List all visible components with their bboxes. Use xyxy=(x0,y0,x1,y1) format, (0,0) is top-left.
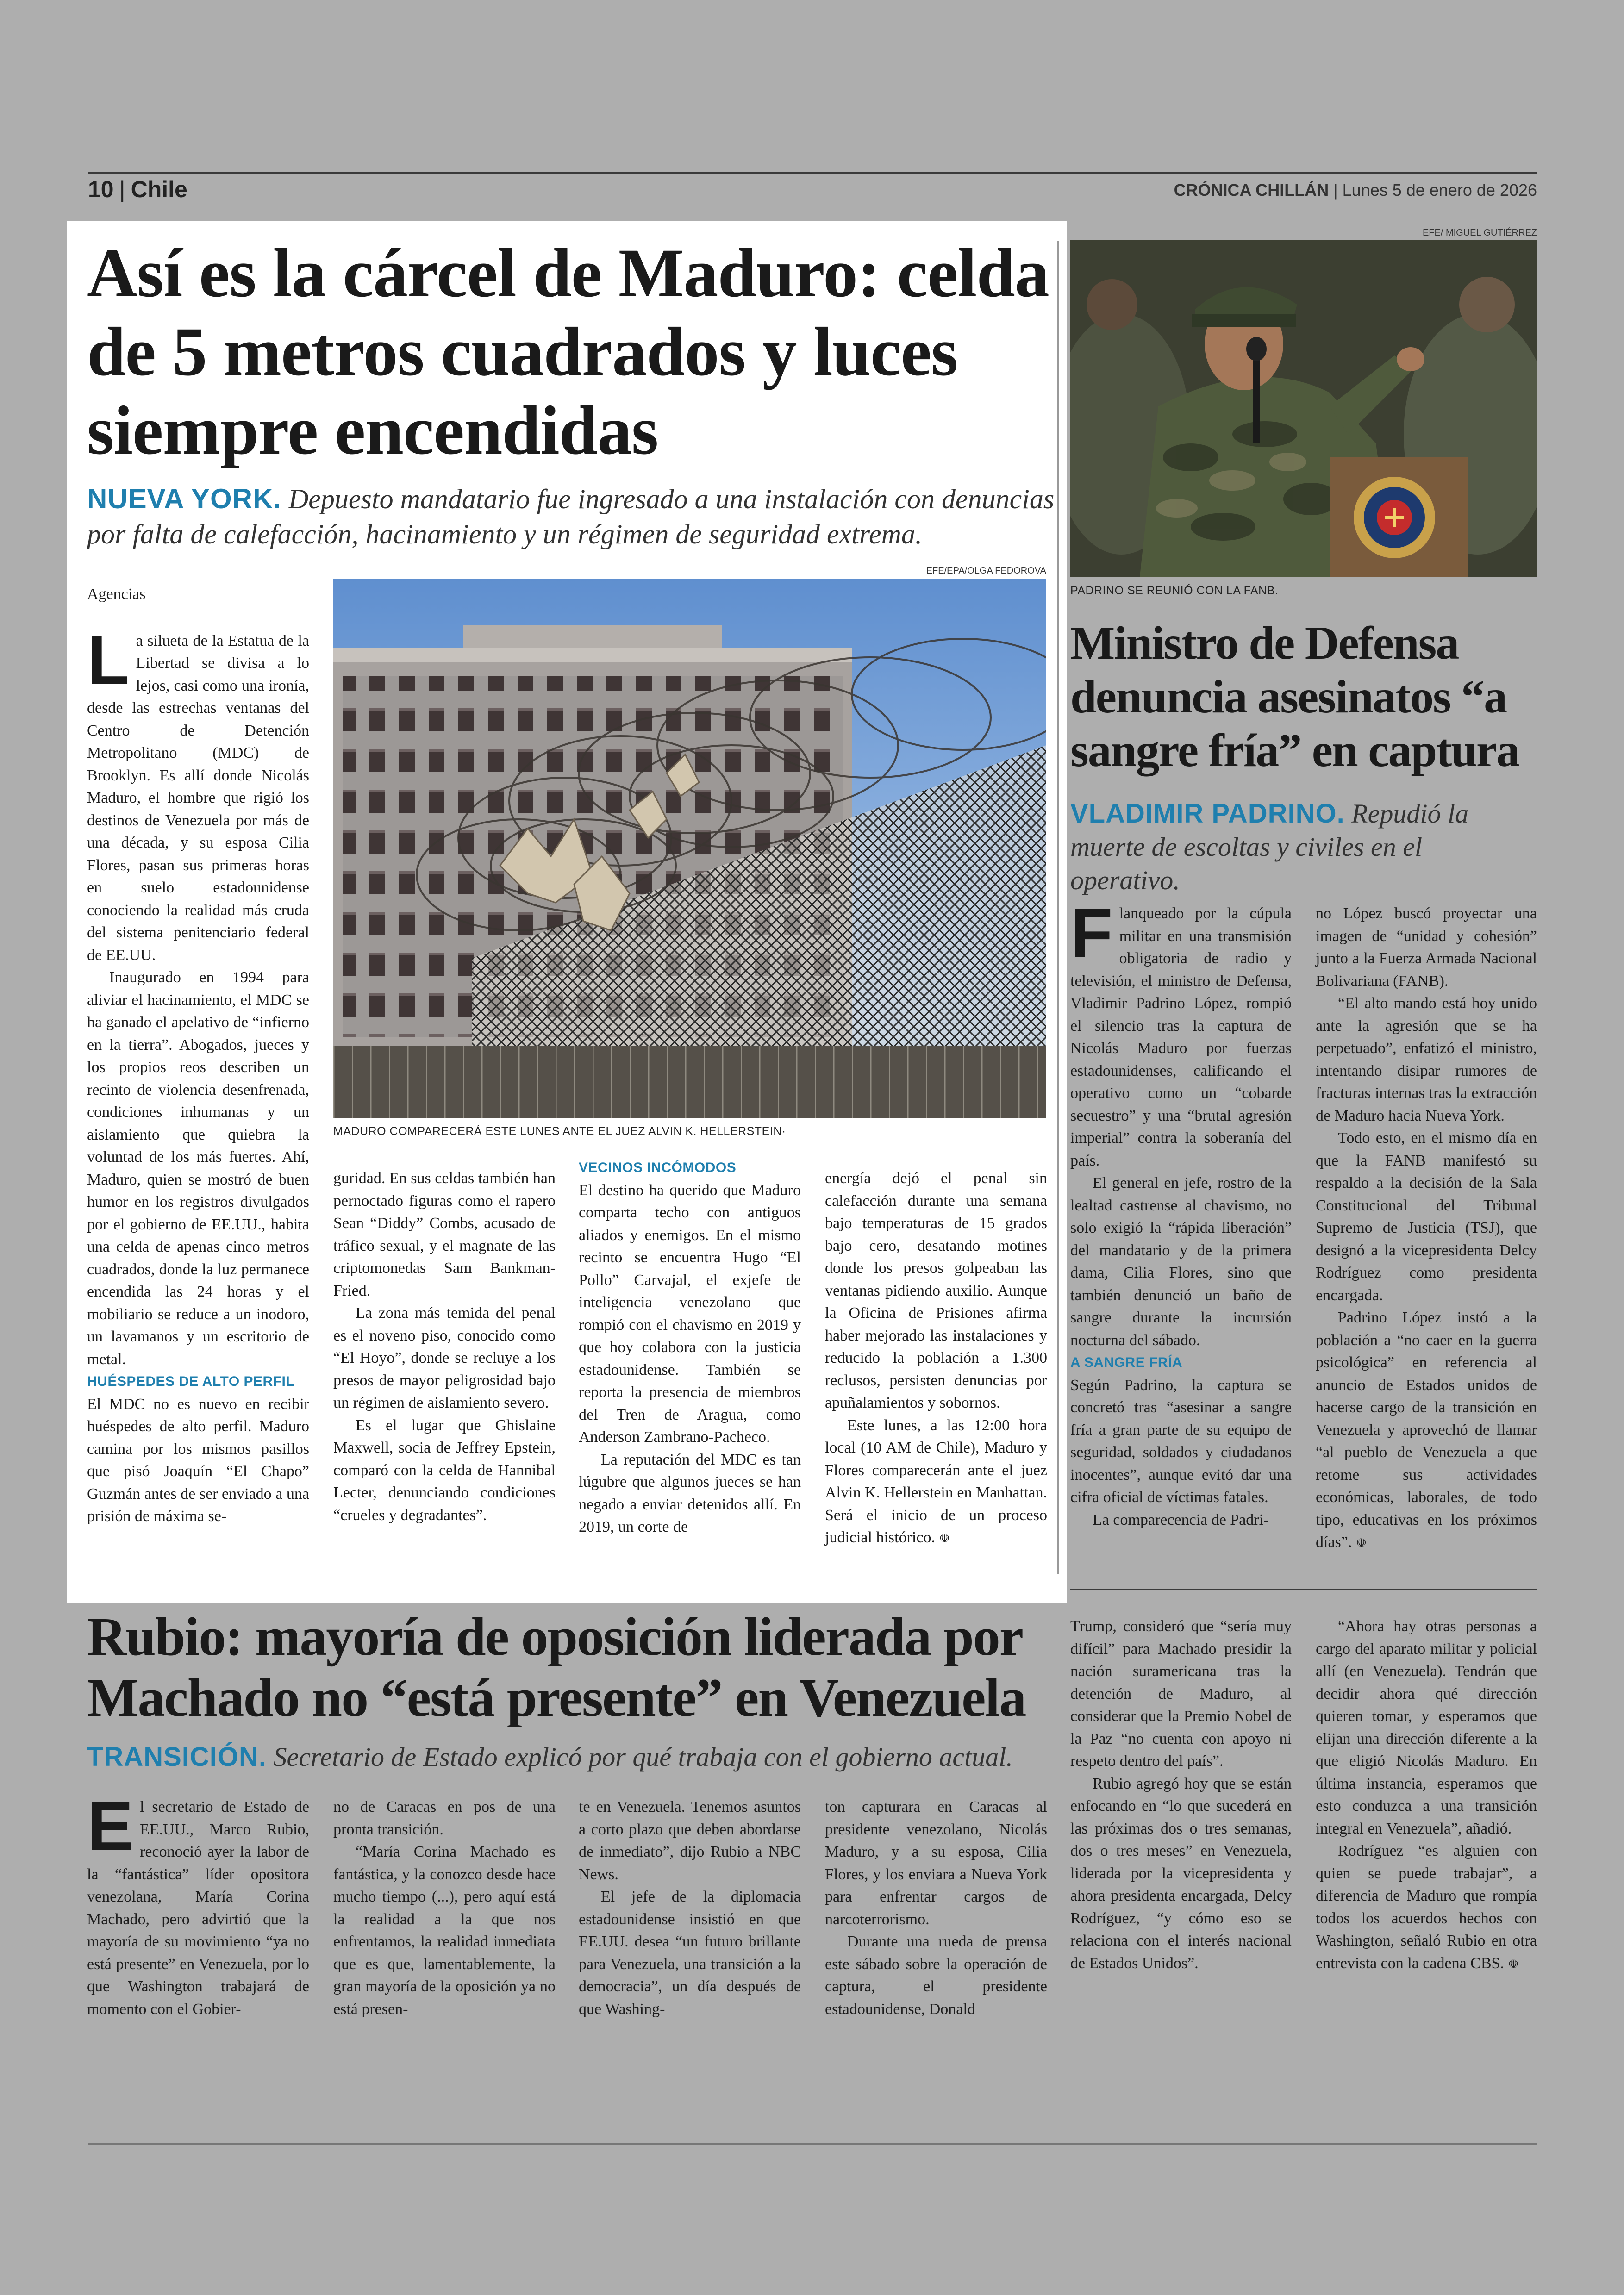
main-lead xyxy=(87,481,1055,552)
main-paragraph: Inaugurado en 1994 para aliviar el hacinamiento, el MDC se ha ganado el apelativo de “infierno en la tierra”. Abogados, jueces y los propios reos describen un recinto de violencia desenfrenada, condiciones inhumanas y un aislamiento que quiebra la voluntad de los más fuertes. Ahí, Maduro, quien se mostró de buen humor en los registros divulgados por el gobierno de EE.UU., habita una celda de apenas cinco metros cuadrados, donde la luz permanece encendida las 24 horas y el mobiliario se reduce a un inodoro, un lavamanos y un escritorio de metal. xyxy=(87,969,309,1368)
bottom-headline: Rubio: mayoría de oposición liderada por Machado no “está presente” en Venezuela xyxy=(87,1606,1026,1728)
main-kicker: NUEVA YORK. xyxy=(87,483,281,514)
main-paragraph: La zona más temida del penal es el noveno piso, conocido como “El Hoyo”, donde se recluye a los presos de mayor peligrosidad bajo un régimen de aislamiento severo. xyxy=(333,1304,556,1411)
padrino-photo-image xyxy=(1070,240,1537,577)
bottom-paragraph: “Ahora hay otras personas a cargo del aparato militar y policial allí (en Venezuela). Tendrán que decidir ahora qué dirección quieren tomar, y esperamos que elijan una dirección diferente a la que eligió Nicolás Maduro. En última instancia, esperamos que esto conduzca a una transición integral en Venezuela”, añadió. xyxy=(1316,1618,1537,1837)
main-column-1 xyxy=(87,583,309,1528)
main-paragraph: La reputación del MDC es tan lúgubre que algunos jueces se han negado a enviar detenidos allí. En 2019, un corte de xyxy=(579,1451,801,1535)
bottom-paragraph: Trump, consideró que “sería muy difícil” para Machado presidir la nación suramericana tras la detención de Maduro, al considerar que la Premio Nobel de la Paz “no cuenta con apoyo ni respeto dentro del país”. xyxy=(1070,1618,1292,1770)
bottom-lead xyxy=(87,1740,1055,1774)
side-paragraph: Según Padrino, la captura se concretó tras “asesinar a sangre fría a gran parte de su equipo de seguridad, soldados y ciudadanos inocentes”, aunque evitó dar una cifra oficial de víctimas fatales. xyxy=(1070,1376,1292,1506)
main-subhead-1: HUÉSPEDES DE ALTO PERFIL xyxy=(87,1374,295,1389)
prison-photo-image xyxy=(333,579,1046,1118)
end-mark-icon: ☫ xyxy=(939,1532,950,1546)
bottom-column-2 xyxy=(333,1796,556,2021)
bottom-paragraph: no de Caracas en pos de una pronta transición. xyxy=(333,1798,556,1838)
side-photo-credit: EFE/ MIGUEL GUTIÉRREZ xyxy=(1422,228,1537,238)
side-paragraph: no López buscó proyectar una imagen de “unidad y cohesión” junto a la Fuerza Armada Nacional Bolivariana (FANB). xyxy=(1316,905,1537,990)
side-kicker: VLADIMIR PADRINO. xyxy=(1070,798,1345,829)
bottom-paragraph: l secretario de Estado de EE.UU., Marco Rubio, reconoció ayer la labor de la “fantástica” líder opositora venezolana, María Corina Machado, pero advirtió que la mayoría de su movimiento “ya no está presente” en Venezuela, por lo que Washington trabajará de momento con el Gobier- xyxy=(87,1798,309,2018)
side-photo-caption: PADRINO SE REUNIÓ CON LA FANB. xyxy=(1070,584,1279,597)
main-dropcap: L xyxy=(87,621,130,699)
side-headline: Ministro de Defensa denuncia asesinatos “a sangre fría” en captura xyxy=(1070,617,1519,777)
side-paragraph: La comparecencia de Padri- xyxy=(1093,1511,1269,1528)
side-paragraph: “El alto mando está hoy unido ante la agresión que se ha perpetuado”, enfatizó el ministro, intentando disipar rumores de fracturas internas tras la extracción de Maduro hacia Nueva York. xyxy=(1316,995,1537,1124)
main-byline: Agencias xyxy=(87,586,146,603)
side-subhead: A SANGRE FRÍA xyxy=(1070,1355,1183,1370)
side-lead-text: Repudió la muerte de escoltas y civiles en el operativo. xyxy=(1070,798,1469,895)
bottom-paragraph: te en Venezuela. Tenemos asuntos a corto plazo que deben abordarse de inmediato”, dijo Rubio a NBC News. xyxy=(579,1798,801,1883)
main-lead-text: Depuesto mandatario fue ingresado a una instalación con denuncias por falta de calefacción, hacinamiento y un régimen de seguridad extrema. xyxy=(87,484,1055,549)
bottom-dropcap: E xyxy=(87,1787,134,1865)
bottom-column-5 xyxy=(1070,1615,1292,1975)
bottom-paragraph: “María Corina Machado es fantástica, y la conozco desde hace mucho tiempo (...), pero aquí está la realidad a la que nos enfrentamos, la realidad inmediata que es que, lamentablemente, la gran mayoría de la oposición ya no está presen- xyxy=(333,1843,556,2018)
bottom-paragraph: Rodríguez “es alguien con quien se puede trabajar”, a diferencia de Maduro que rompía todos los acuerdos hechos con Washington, señaló Rubio en otra entrevista con la cadena CBS. xyxy=(1316,1842,1537,1972)
side-lead xyxy=(1070,797,1533,897)
main-headline: Así es la cárcel de Maduro: celda de 5 metros cuadrados y luces siempre encendidas xyxy=(87,235,1049,469)
page-header xyxy=(88,176,1537,208)
bottom-kicker: TRANSICIÓN. xyxy=(87,1742,267,1772)
side-paragraph: El general en jefe, rostro de la lealtad castrense al chavismo, no solo exigió la “rápida liberación” del mandatario y de la primera dama, Cilia Flores, sino que también denunció un baño de sangre durante la incursión nocturna del sábado. xyxy=(1070,1174,1292,1349)
bottom-column-3 xyxy=(579,1796,801,2021)
main-paragraph: Es el lugar que Ghislaine Maxwell, socia de Jeffrey Epstein, comparó con la celda de Hannibal Lecter, denunciando condiciones “crueles y degradantes”. xyxy=(333,1416,556,1524)
bottom-column-1 xyxy=(87,1787,309,2021)
end-mark-icon: ☫ xyxy=(1508,1957,1519,1971)
section-name: Chile xyxy=(131,176,187,202)
bottom-paragraph: ton capturara en Caracas al presidente venezolano, Nicolás Maduro, y a su esposa, Cilia Flores, y los enviara a Nueva York para enfrentar cargos de narcoterrorismo. xyxy=(825,1798,1047,1928)
bottom-paragraph: Durante una rueda de prensa este sábado sobre la operación de captura, el presidente estadounidense, Donald xyxy=(825,1933,1047,2018)
padrino-photo xyxy=(1070,240,1537,577)
main-subhead-2: VECINOS INCÓMODOS xyxy=(579,1160,737,1175)
publication-name: CRÓNICA CHILLÁN xyxy=(1174,181,1329,200)
main-photo-caption: MADURO COMPARECERÁ ESTE LUNES ANTE EL JUEZ ALVIN K. HELLERSTEIN· xyxy=(333,1125,786,1138)
main-column-3 xyxy=(579,1155,801,1539)
page-section-label: 10 | Chile xyxy=(88,176,187,202)
main-column-4 xyxy=(825,1167,1047,1550)
main-paragraph: a silueta de la Estatua de la Libertad se divisa a lo lejos, casi como una ironía, desde las estrechas ventanas del Centro de Detención Metropolitano (MDC) de Brooklyn. Es allí donde Nicolás Maduro, el hombre que rigió los destinos de Venezuela por más de una década, y su esposa Cilia Flores, pasan sus primeras horas en suelo estadounidense conociendo la realidad más cruda del sistema penitenciario federal de EE.UU. xyxy=(87,632,309,964)
side-column-2 xyxy=(1316,903,1537,1555)
bottom-paragraph: El jefe de la diplomacia estadounidense insistió en que EE.UU. desea “un futuro brillante para Venezuela, una transición a la democracia”, un día después de que Washing- xyxy=(579,1888,801,2018)
main-paragraph: El destino ha querido que Maduro comparta techo con antiguos aliados y enemigos. En el mismo recinto se encuentra Hugo “El Pollo” Carvajal, el exjefe de inteligencia venezolano que rompió con el chavismo en 2019 y que hoy colabora con la justicia estadounidense. También se reporta la presencia de miembros del Tren de Aragua, como Anderson Zambrano-Pacheco. xyxy=(579,1181,801,1446)
side-paragraph: Padrino López instó a la población a “no caer en la guerra psicológica” en referencia al anuncio de Estados unidos de hacerse cargo de la transición en Venezuela y aprovechó de llamar “al pueblo de Venezuela a que retome sus actividades económicas, laborales, de todo tipo, educativas en los próximos días”. xyxy=(1316,1309,1537,1551)
publication-date-line: CRÓNICA CHILLÁN | Lunes 5 de enero de 2026 xyxy=(1174,181,1537,200)
publication-date: Lunes 5 de enero de 2026 xyxy=(1342,181,1537,200)
main-paragraph: guridad. En sus celdas también han pernoctado figuras como el rapero Sean “Diddy” Combs, acusado de tráfico sexual, y el magnate de las criptomonedas Sam Bankman-Fried. xyxy=(333,1170,556,1299)
bottom-lead-text: Secretario de Estado explicó por qué trabaja con el gobierno actual. xyxy=(273,1742,1013,1772)
bottom-paragraph: Rubio agregó hoy que se están enfocando en “lo que sucederá en las próximas dos o tres semanas, dos o tres meses” en Venezuela, liderada por la vicepresidenta y ahora presidenta encargada, Delcy Rodríguez, “y cómo eso se relaciona con el interés nacional de Estados Unidos”. xyxy=(1070,1775,1292,1972)
side-paragraph: Todo esto, en el mismo día en que la FANB manifestó su respaldo a la decisión de la Sala Constitucional del Tribunal Supremo de Justicia (TSJ), que designó a la vicepresidenta Delcy Rodríguez como presidenta encargada. xyxy=(1316,1129,1537,1304)
side-paragraph: lanqueado por la cúpula militar en una transmisión obligatoria de radio y televisión, el ministro de Defensa, Vladimir Padrino López, rompió el silencio tras la captura de Nicolás Maduro por fuerzas estadounidenses, calificando el operativo como un “cobarde secuestro” y una “brutal agresión imperial” contra la soberanía del país. xyxy=(1070,905,1292,1169)
side-column-1 xyxy=(1070,894,1292,1531)
prison-photo xyxy=(333,579,1046,1118)
page-number: 10 xyxy=(88,176,114,202)
main-column-2 xyxy=(333,1167,556,1527)
bottom-column-4 xyxy=(825,1796,1047,2021)
side-dropcap: F xyxy=(1070,894,1113,972)
main-paragraph: energía dejó el penal sin calefacción durante una semana bajo temperaturas de 15 grados bajo cero, desatando motines donde los presos golpeaban las ventanas pidiendo auxilio. Aunque la Oficina de Prisiones afirma haber mejorado las instalaciones y reducido la población a 1.300 reclusos, persisten denuncias por apuñalamientos y sobornos. xyxy=(825,1170,1047,1411)
main-photo-credit: EFE/EPA/OLGA FEDOROVA xyxy=(926,566,1046,576)
main-paragraph: Este lunes, a las 12:00 hora local (10 AM de Chile), Maduro y Flores comparecerán ante el juez Alvin K. Hellerstein en Manhattan. Será el inicio de un proceso judicial histórico. xyxy=(825,1416,1047,1546)
end-mark-icon: ☫ xyxy=(1355,1536,1367,1550)
main-paragraph: El MDC no es nuevo en recibir huéspedes de alto perfil. Maduro camina por los mismos pasillos que pisó Joaquín “El Chapo” Guzmán antes de ser enviado a una prisión de máxima se- xyxy=(87,1395,309,1525)
bottom-column-6 xyxy=(1316,1615,1537,1976)
